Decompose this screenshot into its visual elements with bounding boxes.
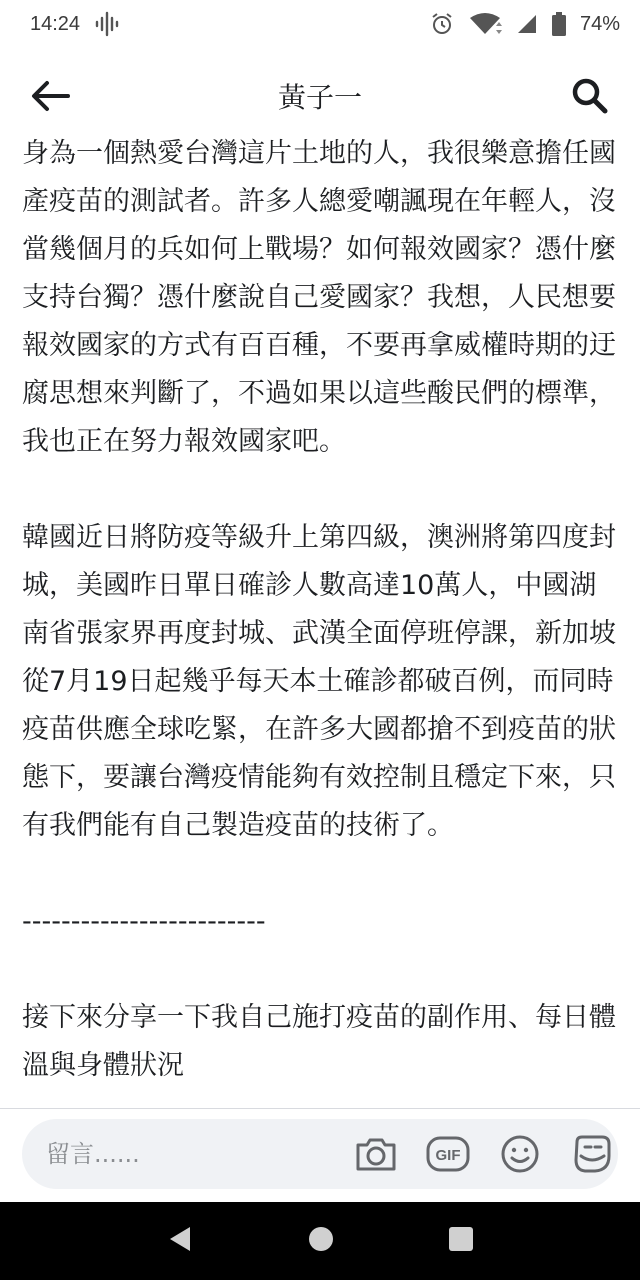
sticker-icon[interactable] — [562, 1124, 622, 1184]
page-title: 黃子一 — [277, 81, 362, 114]
status-left — [30, 11, 120, 37]
svg-text:GIF: GIF — [435, 1147, 461, 1164]
composer-tools — [346, 1124, 622, 1184]
signal-icon — [516, 13, 538, 35]
emoji-icon[interactable] — [490, 1124, 550, 1184]
alarm-icon — [430, 12, 454, 36]
back-arrow-icon[interactable] — [26, 72, 74, 120]
post-paragraph: 身為一個熱愛台灣這片土地的人，我很樂意擔任國產疫苗的測試者。許多人總愛嘲諷現在年輕人，沒當幾個月的兵如何上戰場？如何報效國家？憑什麼支持台獨？憑什麼說自己愛國家？我想，人民想要報效國家的方式有百百種，不要再拿威權時期的迂腐思想來判斷了，不過如果以這些酸民們的標準，我也正在努力報效國家吧。 — [22, 138, 616, 457]
battery-percent: 74% — [579, 12, 620, 35]
battery-icon — [552, 12, 566, 36]
wifi-icon — [468, 12, 502, 36]
camera-icon[interactable] — [346, 1124, 406, 1184]
recents-square-icon[interactable] — [448, 1226, 474, 1256]
status-right — [430, 12, 620, 36]
home-circle-icon[interactable] — [307, 1225, 335, 1257]
status-time: 14:24 — [30, 12, 81, 35]
system-nav-bar — [0, 1202, 640, 1280]
post-divider: ------------------------- — [22, 906, 266, 937]
comment-input[interactable] — [46, 1140, 346, 1168]
waveform-icon — [94, 11, 120, 37]
status-bar — [0, 0, 640, 48]
search-icon[interactable] — [566, 72, 614, 120]
post-paragraph: 韓國近日將防疫等級升上第四級，澳洲將第四度封城，美國昨日單日確診人數高達10萬人，中國湖南省張家界再度封城、武漢全面停班停課，新加坡從7月19日起幾乎每天本土確診都破百例，而同時疫苗供應全球吃緊，在許多大國都搶不到疫苗的狀態下，要讓台灣疫情能夠有效控制且穩定下來，只有我們能有自己製造疫苗的技術了。 — [22, 522, 616, 841]
post-paragraph: 接下來分享一下我自己施打疫苗的副作用、每日體溫與身體狀況 — [22, 1002, 616, 1081]
post-body — [0, 130, 640, 1110]
gif-icon[interactable] — [418, 1124, 478, 1184]
comment-composer — [0, 1108, 640, 1202]
back-triangle-icon[interactable] — [166, 1225, 194, 1257]
comment-box — [22, 1119, 618, 1189]
